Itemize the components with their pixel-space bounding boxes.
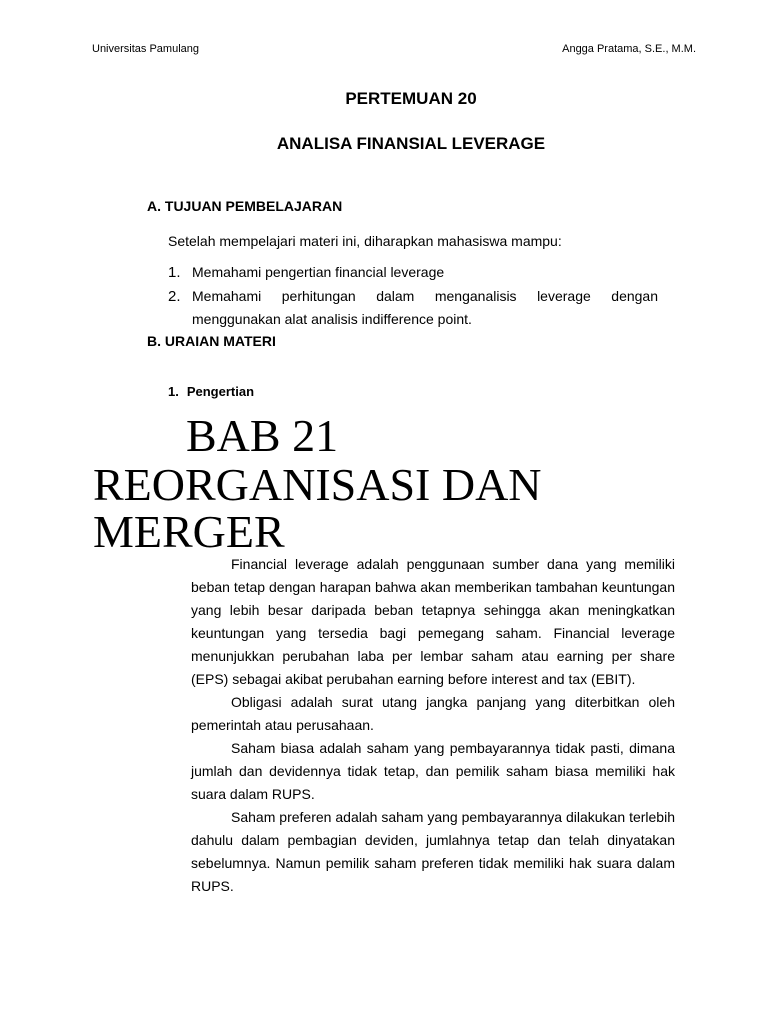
topic-title: ANALISA FINANSIAL LEVERAGE [276,134,546,153]
goal-item-1 [168,261,658,284]
goal-number: 1. [168,264,181,281]
subsection-number: 1. [168,384,179,399]
section-b-heading: B. URAIAN MATERI [147,333,276,349]
body-text [191,553,675,898]
goal-number: 2. [168,288,181,305]
paragraph-saham-preferen: Saham preferen adalah saham yang pembayarannya dilakukan terlebih dahulu dalam pembagian deviden, jumlahnya tetap dan telah dinyatakan sebelumnya. Namun pemilik saham preferen tidak memiliki hak suara dalam RUPS. [191,809,675,894]
header-author: Angga Pratama, S.E., M.M. [562,43,696,55]
overlay-title-line-1: BAB 21 [186,410,339,461]
goal-text [192,285,658,331]
section-a-intro: Setelah mempelajari materi ini, diharapkan mahasiswa mampu: [168,233,562,249]
goal-text-line-1: Memahami perhitungan dalam menganalisis leverage dengan [192,288,658,304]
overlay-title-line-3: MERGER [93,506,285,557]
meeting-title: PERTEMUAN 20 [345,89,477,108]
subsection-title: Pengertian [186,384,255,399]
paragraph-saham-biasa: Saham biasa adalah saham yang pembayarannya tidak pasti, dimana jumlah dan devidennya tidak tetap, dan pemilik saham biasa memiliki hak suara dalam RUPS. [191,740,675,802]
header-institution: Universitas Pamulang [92,43,199,55]
goal-text-line-2: menggunakan alat analisis indifference point. [192,311,472,327]
goal-item-2 [168,285,658,331]
paragraph-financial-leverage: Financial leverage adalah penggunaan sumber dana yang memiliki beban tetap dengan harapan bahwa akan memberikan tambahan keuntungan yang lebih besar daripada beban tetapnya sehingga akan meningkatkan keuntungan yang tersedia bagi pemegang saham. Financial leverage menunjukkan perubahan laba per lembar saham atau earning per share (EPS) sebagai akibat perubahan earning before interest and tax (EBIT). [191,556,675,687]
section-a-heading: A. TUJUAN PEMBELAJARAN [147,198,343,214]
overlay-title-line-2: REORGANISASI DAN [93,459,542,510]
subsection-heading [168,384,254,399]
goal-text: Memahami pengertian financial leverage [192,264,445,280]
paragraph-obligasi: Obligasi adalah surat utang jangka panjang yang diterbitkan oleh pemerintah atau perusahaan. [191,694,675,733]
